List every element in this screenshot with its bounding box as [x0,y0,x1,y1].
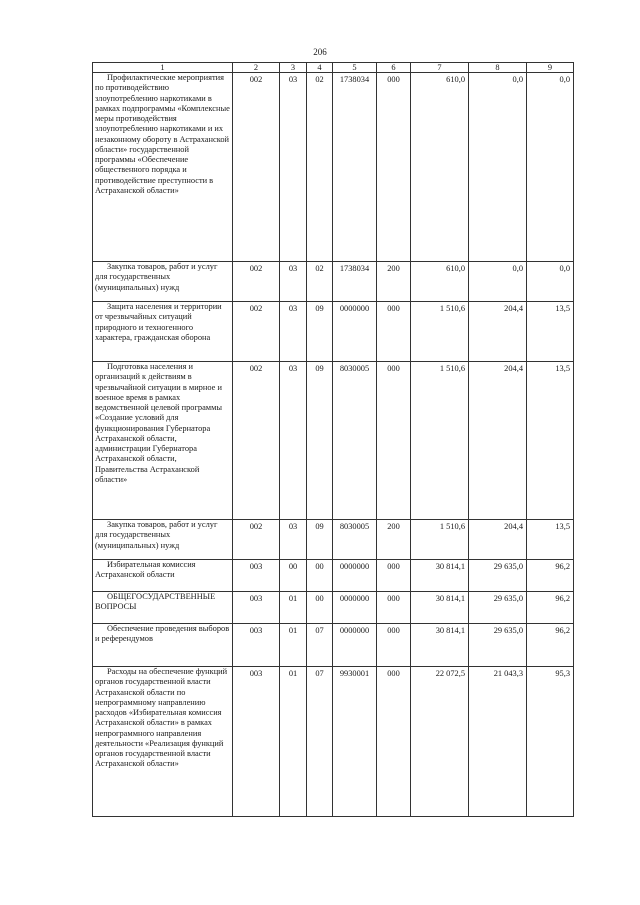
cell-planned-amount: 1 510,6 [411,302,469,362]
cell-target-article: 0000000 [333,624,377,667]
cell-planned-amount: 1 510,6 [411,362,469,520]
table-row [93,520,574,560]
cell-section-code: 03 [280,262,307,302]
cell-section-code: 03 [280,520,307,560]
row-description [93,262,233,302]
column-header: 7 [411,63,469,73]
cell-expense-type: 000 [377,624,411,667]
cell-ministry-code: 002 [233,73,280,262]
cell-expense-type: 000 [377,592,411,624]
cell-planned-amount: 30 814,1 [411,560,469,592]
table-row [93,73,574,262]
row-description-text: ОБЩЕГОСУДАРСТВЕННЫЕ ВОПРОСЫ [95,592,216,612]
cell-execution-percent: 13,5 [527,302,574,362]
cell-subsection-code: 02 [307,73,333,262]
cell-executed-amount: 204,4 [469,520,527,560]
cell-subsection-code: 09 [307,302,333,362]
cell-execution-percent: 96,2 [527,592,574,624]
cell-ministry-code: 003 [233,667,280,817]
row-description [93,624,233,667]
row-description [93,592,233,624]
cell-executed-amount: 21 043,3 [469,667,527,817]
cell-expense-type: 000 [377,667,411,817]
cell-execution-percent: 0,0 [527,262,574,302]
cell-expense-type: 000 [377,560,411,592]
row-description [93,560,233,592]
column-header: 8 [469,63,527,73]
cell-execution-percent: 96,2 [527,624,574,667]
cell-planned-amount: 30 814,1 [411,624,469,667]
row-description [93,73,233,262]
cell-executed-amount: 204,4 [469,302,527,362]
cell-expense-type: 200 [377,520,411,560]
table-header-row [93,63,574,73]
row-description-text: Закупка товаров, работ и услуг для государственных (муниципальных) нужд [95,262,218,292]
row-description [93,362,233,520]
cell-executed-amount: 204,4 [469,362,527,520]
row-description-text: Профилактические мероприятия по противодействию злоупотреблению наркотиками в рамках подпрограммы «Комплексные меры противодействия злоупотреблению наркотиками и их незаконному обороту в Астраханской области» государственной программы «Обеспечение общественного порядка и противодействие преступности в Астраханской области» [95,73,230,195]
cell-planned-amount: 30 814,1 [411,592,469,624]
cell-ministry-code: 003 [233,560,280,592]
cell-execution-percent: 95,3 [527,667,574,817]
cell-subsection-code: 02 [307,262,333,302]
table-row [93,624,574,667]
cell-section-code: 00 [280,560,307,592]
cell-target-article: 1738034 [333,262,377,302]
cell-execution-percent: 13,5 [527,520,574,560]
table-row [93,592,574,624]
cell-ministry-code: 002 [233,262,280,302]
column-header: 2 [233,63,280,73]
cell-section-code: 01 [280,667,307,817]
column-header: 9 [527,63,574,73]
cell-target-article: 0000000 [333,302,377,362]
table-row [93,362,574,520]
cell-executed-amount: 29 635,0 [469,560,527,592]
row-description-text: Обеспечение проведения выборов и референдумов [95,624,230,644]
cell-subsection-code: 09 [307,520,333,560]
column-header: 6 [377,63,411,73]
column-header: 5 [333,63,377,73]
cell-subsection-code: 07 [307,624,333,667]
cell-planned-amount: 22 072,5 [411,667,469,817]
row-description-text: Расходы на обеспечение функций органов государственной власти Астраханской области по непрограммному направлению расходов «Избирательная комиссия Астраханской области» в рамках непрограммного направления деятельности «Реализация функций органов государственной власти Астраханской области» [95,667,228,769]
cell-section-code: 03 [280,73,307,262]
cell-subsection-code: 07 [307,667,333,817]
cell-target-article: 0000000 [333,592,377,624]
row-description-text: Защита населения и территории от чрезвычайных ситуаций природного и техногенного характера, гражданская оборона [95,302,222,342]
cell-target-article: 8030005 [333,520,377,560]
cell-planned-amount: 610,0 [411,73,469,262]
cell-section-code: 03 [280,302,307,362]
column-header: 3 [280,63,307,73]
cell-expense-type: 000 [377,302,411,362]
cell-ministry-code: 002 [233,302,280,362]
table-row [93,302,574,362]
cell-target-article: 8030005 [333,362,377,520]
cell-expense-type: 200 [377,262,411,302]
cell-execution-percent: 96,2 [527,560,574,592]
cell-subsection-code: 00 [307,560,333,592]
cell-executed-amount: 29 635,0 [469,592,527,624]
cell-subsection-code: 00 [307,592,333,624]
table-row [93,262,574,302]
cell-ministry-code: 002 [233,362,280,520]
cell-ministry-code: 003 [233,592,280,624]
cell-execution-percent: 13,5 [527,362,574,520]
column-header: 4 [307,63,333,73]
column-header: 1 [93,63,233,73]
cell-expense-type: 000 [377,362,411,520]
cell-executed-amount: 29 635,0 [469,624,527,667]
cell-target-article: 0000000 [333,560,377,592]
cell-section-code: 03 [280,362,307,520]
cell-executed-amount: 0,0 [469,262,527,302]
cell-section-code: 01 [280,624,307,667]
cell-planned-amount: 1 510,6 [411,520,469,560]
row-description [93,302,233,362]
table-row [93,667,574,817]
cell-expense-type: 000 [377,73,411,262]
row-description-text: Подготовка населения и организаций к действиям в чрезвычайной ситуации в мирное и военное время в рамках ведомственной целевой программы «Создание условий для функционирования Губернатора Астраханской области, администрации Губернатора Астраханской области, Правительства Астраханской области» [95,362,223,484]
cell-target-article: 9930001 [333,667,377,817]
page-number: 206 [313,47,327,57]
cell-ministry-code: 003 [233,624,280,667]
budget-table [92,62,574,817]
cell-ministry-code: 002 [233,520,280,560]
cell-executed-amount: 0,0 [469,73,527,262]
row-description-text: Избирательная комиссия Астраханской области [95,560,196,580]
table-row [93,560,574,592]
row-description-text: Закупка товаров, работ и услуг для государственных (муниципальных) нужд [95,520,218,550]
cell-target-article: 1738034 [333,73,377,262]
cell-section-code: 01 [280,592,307,624]
cell-subsection-code: 09 [307,362,333,520]
row-description [93,520,233,560]
cell-execution-percent: 0,0 [527,73,574,262]
cell-planned-amount: 610,0 [411,262,469,302]
row-description [93,667,233,817]
